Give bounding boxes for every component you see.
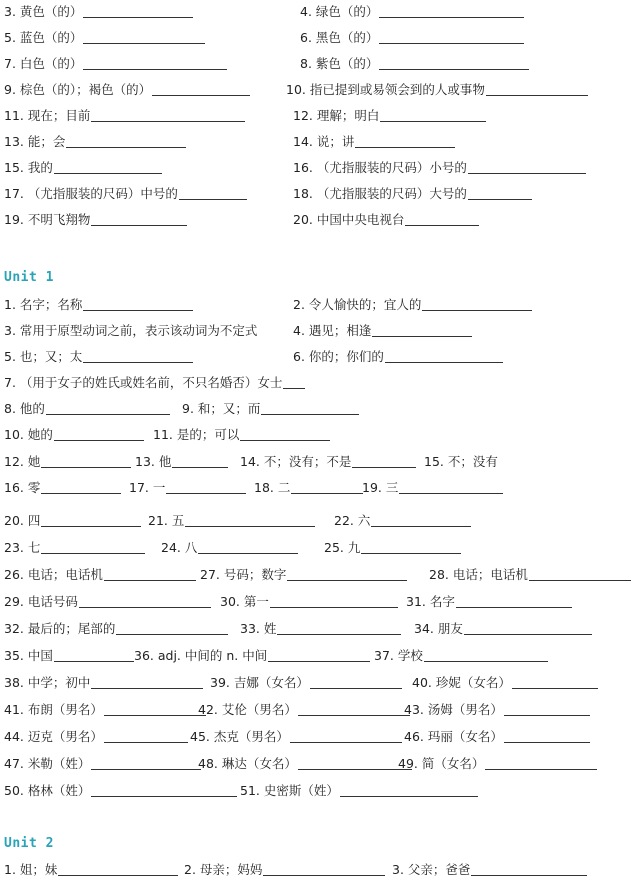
answer-blank[interactable] bbox=[116, 620, 228, 635]
vocab-row bbox=[4, 510, 636, 532]
answer-blank[interactable] bbox=[355, 133, 455, 148]
vocab-item: 51. 史密斯（姓） bbox=[240, 780, 478, 802]
answer-blank[interactable] bbox=[58, 861, 178, 876]
answer-blank[interactable] bbox=[46, 400, 170, 415]
answer-blank[interactable] bbox=[91, 107, 245, 122]
answer-blank[interactable] bbox=[468, 185, 532, 200]
vocab-item: 23. 七 bbox=[4, 537, 145, 559]
vocab-item: 15. 我的 bbox=[4, 157, 162, 179]
answer-blank[interactable] bbox=[83, 29, 205, 44]
answer-blank[interactable] bbox=[379, 29, 524, 44]
vocab-item: 12. 理解；明白 bbox=[293, 105, 486, 127]
answer-blank[interactable] bbox=[422, 296, 532, 311]
answer-blank[interactable] bbox=[104, 701, 206, 716]
vocab-item: 7. （用于女子的姓氏或姓名前，不只名婚否）女士 bbox=[4, 372, 305, 394]
vocab-item: 50. 格林（姓） bbox=[4, 780, 237, 802]
answer-blank[interactable] bbox=[91, 782, 237, 797]
vocab-item: 44. 迈克（男名） bbox=[4, 726, 188, 748]
answer-blank[interactable] bbox=[298, 755, 412, 770]
answer-blank[interactable] bbox=[263, 861, 385, 876]
vocab-item: 12. 她 bbox=[4, 451, 131, 473]
vocab-item: 14. 说；讲 bbox=[293, 131, 455, 153]
answer-blank[interactable] bbox=[277, 620, 401, 635]
answer-blank[interactable] bbox=[91, 755, 201, 770]
vocab-item: 15. 不；没有 bbox=[424, 454, 498, 469]
vocab-item: 11. 是的；可以 bbox=[153, 424, 330, 446]
section-heading: Unit 1 bbox=[4, 270, 54, 285]
answer-blank[interactable] bbox=[287, 566, 407, 581]
answer-blank[interactable] bbox=[405, 211, 479, 226]
vocab-item: 13. 他 bbox=[135, 451, 228, 473]
vocab-row bbox=[4, 564, 636, 586]
section-heading: Unit 2 bbox=[4, 836, 54, 851]
vocab-item: 46. 玛丽（女名） bbox=[404, 726, 590, 748]
answer-blank[interactable] bbox=[172, 453, 228, 468]
vocab-item: 19. 三 bbox=[362, 477, 503, 499]
answer-blank[interactable] bbox=[83, 348, 193, 363]
answer-blank[interactable] bbox=[54, 426, 144, 441]
vocab-row bbox=[4, 53, 636, 75]
vocab-item: 16. 零 bbox=[4, 477, 121, 499]
vocab-item: 17. （尤指服装的尺码）中号的 bbox=[4, 183, 247, 205]
answer-blank[interactable] bbox=[529, 566, 631, 581]
vocab-item: 6. 黑色（的） bbox=[300, 27, 524, 49]
vocab-item: 9. 棕色（的）；褐色（的） bbox=[4, 79, 250, 101]
vocab-item: 21. 五 bbox=[148, 510, 315, 532]
answer-blank[interactable] bbox=[41, 479, 121, 494]
vocab-item: 37. 学校 bbox=[374, 645, 548, 667]
vocab-row bbox=[4, 209, 636, 231]
vocab-row bbox=[4, 320, 636, 342]
answer-blank[interactable] bbox=[485, 755, 597, 770]
answer-blank[interactable] bbox=[371, 512, 471, 527]
vocab-item: 26. 电话；电话机 bbox=[4, 564, 196, 586]
vocab-item: 17. 一 bbox=[129, 477, 246, 499]
vocab-item: 14. 不；没有；不是 bbox=[240, 451, 416, 473]
vocab-item: 1. 姐；妹 bbox=[4, 859, 178, 881]
vocab-item: 11. 现在；目前 bbox=[4, 105, 245, 127]
answer-blank[interactable] bbox=[290, 728, 402, 743]
vocab-row bbox=[4, 1, 636, 23]
vocab-item: 3. 黄色（的） bbox=[4, 1, 193, 23]
answer-blank[interactable] bbox=[270, 593, 398, 608]
vocab-row bbox=[4, 537, 636, 559]
vocab-row bbox=[4, 131, 636, 153]
vocab-item: 39. 吉娜（女名） bbox=[210, 672, 402, 694]
vocab-item: 30. 第一 bbox=[220, 591, 398, 613]
answer-blank[interactable] bbox=[261, 400, 359, 415]
answer-blank[interactable] bbox=[152, 81, 250, 96]
answer-blank[interactable] bbox=[340, 782, 478, 797]
vocab-item: 42. 艾伦（男名） bbox=[198, 699, 410, 721]
vocab-row bbox=[4, 79, 636, 101]
vocab-item: 1. 名字；名称 bbox=[4, 294, 193, 316]
answer-blank[interactable] bbox=[166, 479, 246, 494]
vocab-row bbox=[4, 183, 636, 205]
answer-blank[interactable] bbox=[379, 3, 524, 18]
vocab-row bbox=[4, 591, 636, 613]
vocab-row bbox=[4, 398, 636, 420]
vocab-item: 47. 米勒（姓） bbox=[4, 753, 201, 775]
answer-blank[interactable] bbox=[54, 647, 134, 662]
vocab-item: 40. 珍妮（女名） bbox=[412, 672, 598, 694]
vocab-row bbox=[4, 726, 636, 748]
vocab-item: 7. 白色（的） bbox=[4, 53, 227, 75]
answer-blank[interactable] bbox=[464, 620, 592, 635]
answer-blank[interactable] bbox=[79, 593, 211, 608]
vocab-row bbox=[4, 859, 636, 881]
vocab-item: 5. 也；又；太 bbox=[4, 346, 193, 368]
vocab-row bbox=[4, 753, 636, 775]
vocab-item: 45. 杰克（男名） bbox=[190, 726, 402, 748]
answer-blank[interactable] bbox=[456, 593, 572, 608]
vocab-row bbox=[4, 477, 636, 499]
answer-blank[interactable] bbox=[41, 453, 131, 468]
vocab-item: 38. 中学；初中 bbox=[4, 672, 203, 694]
answer-blank[interactable] bbox=[91, 674, 203, 689]
answer-blank[interactable] bbox=[104, 728, 188, 743]
answer-blank[interactable] bbox=[399, 479, 503, 494]
vocab-row bbox=[4, 372, 636, 394]
vocab-item: 36. adj. 中间的 n. 中间 bbox=[134, 645, 370, 667]
vocab-item: 43. 汤姆（男名） bbox=[404, 699, 590, 721]
vocab-item: 13. 能；会 bbox=[4, 131, 186, 153]
answer-blank[interactable] bbox=[66, 133, 186, 148]
vocab-item: 24. 八 bbox=[161, 537, 298, 559]
vocab-item: 3. 常用于原型动词之前，表示该动词为不定式 bbox=[4, 323, 258, 338]
answer-blank[interactable] bbox=[504, 728, 590, 743]
vocab-item: 33. 姓 bbox=[240, 618, 401, 640]
answer-blank[interactable] bbox=[240, 426, 330, 441]
vocab-row bbox=[4, 780, 636, 802]
vocab-item: 8. 紫色（的） bbox=[300, 53, 529, 75]
vocab-item: 3. 父亲；爸爸 bbox=[392, 859, 587, 881]
vocab-row bbox=[4, 27, 636, 49]
vocab-item: 8. 他的 bbox=[4, 398, 170, 420]
answer-blank[interactable] bbox=[198, 539, 298, 554]
vocab-item: 22. 六 bbox=[334, 510, 471, 532]
vocab-row bbox=[4, 618, 636, 640]
answer-blank[interactable] bbox=[380, 107, 486, 122]
vocab-item: 25. 九 bbox=[324, 537, 461, 559]
vocab-item: 34. 朋友 bbox=[414, 618, 592, 640]
answer-blank[interactable] bbox=[352, 453, 416, 468]
answer-blank[interactable] bbox=[379, 55, 529, 70]
vocab-item: 32. 最后的；尾部的 bbox=[4, 618, 228, 640]
answer-blank[interactable] bbox=[471, 861, 587, 876]
vocab-item: 31. 名字 bbox=[406, 591, 572, 613]
answer-blank[interactable] bbox=[185, 512, 315, 527]
vocab-row bbox=[4, 451, 636, 473]
answer-blank[interactable] bbox=[83, 55, 227, 70]
answer-blank[interactable] bbox=[385, 348, 503, 363]
vocab-item: 16. （尤指服装的尺码）小号的 bbox=[293, 157, 586, 179]
answer-blank[interactable] bbox=[179, 185, 247, 200]
vocab-item: 20. 中国中央电视台 bbox=[293, 209, 479, 231]
vocab-item: 10. 她的 bbox=[4, 424, 144, 446]
vocab-item: 2. 母亲；妈妈 bbox=[184, 859, 385, 881]
answer-blank[interactable] bbox=[468, 159, 586, 174]
answer-blank[interactable] bbox=[486, 81, 588, 96]
answer-blank[interactable] bbox=[268, 647, 370, 662]
vocab-item: 19. 不明飞翔物 bbox=[4, 209, 187, 231]
vocab-item: 5. 蓝色（的） bbox=[4, 27, 205, 49]
vocab-row bbox=[4, 346, 636, 368]
answer-blank[interactable] bbox=[104, 566, 196, 581]
answer-blank[interactable] bbox=[298, 701, 410, 716]
answer-blank[interactable] bbox=[283, 374, 305, 389]
vocab-item: 41. 布朗（男名） bbox=[4, 699, 206, 721]
vocab-item: 18. 二 bbox=[254, 477, 363, 499]
vocab-row bbox=[4, 294, 636, 316]
vocab-item: 2. 令人愉快的；宜人的 bbox=[293, 294, 532, 316]
vocab-row bbox=[4, 157, 636, 179]
vocab-item: 49. 简（女名） bbox=[398, 753, 597, 775]
vocab-item: 6. 你的；你们的 bbox=[293, 346, 503, 368]
vocab-item: 9. 和；又；而 bbox=[182, 398, 359, 420]
vocab-row bbox=[4, 645, 636, 667]
answer-blank[interactable] bbox=[424, 647, 548, 662]
vocab-row bbox=[4, 424, 636, 446]
vocab-row bbox=[4, 699, 636, 721]
answer-blank[interactable] bbox=[91, 211, 187, 226]
answer-blank[interactable] bbox=[310, 674, 402, 689]
answer-blank[interactable] bbox=[512, 674, 598, 689]
vocab-item: 4. 遇见；相逢 bbox=[293, 320, 472, 342]
vocab-item: 27. 号码；数字 bbox=[200, 564, 407, 586]
vocab-item: 35. 中国 bbox=[4, 645, 134, 667]
answer-blank[interactable] bbox=[41, 512, 141, 527]
answer-blank[interactable] bbox=[372, 322, 472, 337]
vocab-item: 18. （尤指服装的尺码）大号的 bbox=[293, 183, 532, 205]
answer-blank[interactable] bbox=[291, 479, 363, 494]
vocab-item: 4. 绿色（的） bbox=[300, 1, 524, 23]
answer-blank[interactable] bbox=[83, 296, 193, 311]
vocab-row bbox=[4, 672, 636, 694]
vocab-item: 48. 琳达（女名） bbox=[198, 753, 412, 775]
answer-blank[interactable] bbox=[504, 701, 590, 716]
vocab-row bbox=[4, 105, 636, 127]
answer-blank[interactable] bbox=[54, 159, 162, 174]
vocab-item: 10. 指已提到或易领会到的人或事物 bbox=[286, 79, 588, 101]
answer-blank[interactable] bbox=[361, 539, 461, 554]
vocab-item: 28. 电话；电话机 bbox=[429, 564, 631, 586]
vocab-item: 29. 电话号码 bbox=[4, 591, 211, 613]
answer-blank[interactable] bbox=[83, 3, 193, 18]
vocab-item: 20. 四 bbox=[4, 510, 141, 532]
answer-blank[interactable] bbox=[41, 539, 145, 554]
